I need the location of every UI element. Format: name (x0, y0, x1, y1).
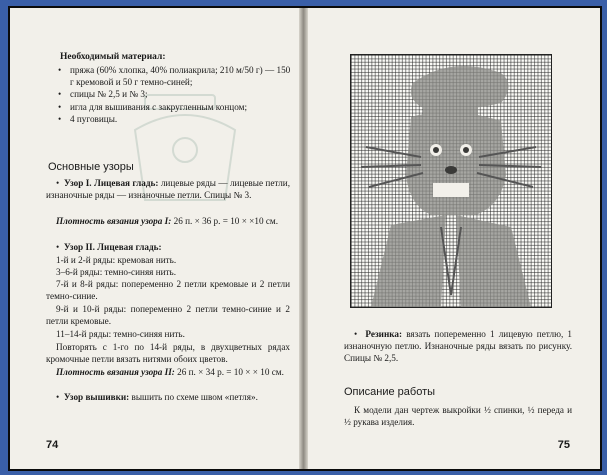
pattern-2: • Узор II. Лицевая гладь: (56, 242, 162, 252)
book-spread (8, 6, 602, 471)
section-title: Основные узоры (48, 161, 134, 173)
work-title: Описание работы (344, 386, 436, 398)
density-2-text: 26 п. × 34 р. = 10 × × 10 см. (177, 367, 284, 377)
row-2: 3–6-й ряды: темно-синяя нить. (56, 267, 177, 277)
embroidery-label: Узор вышивки: (63, 392, 130, 402)
rib-text: вязать попеременно 1 лицевую петлю, 1 изнаночную петлю. Изнаночные ряды вязать по рисунку. Спицы № 2,5. (344, 329, 572, 364)
materials-item: • 4 пуговицы. (48, 113, 293, 125)
right-page (308, 8, 600, 469)
row-1: 1-й и 2-й ряды: кремовая нить. (56, 255, 177, 265)
work-text: К модели дан чертеж выкройки ½ спинки, ½ переда и ½ рукава изделия. (344, 405, 572, 428)
rib-label: Резинка: (365, 329, 403, 339)
materials-item: • спицы № 2,5 и № 3; (48, 88, 293, 100)
pattern-1: • Узор I. Лицевая гладь: лицевые ряды — лицевые петли, изнаночные ряды — изнаночные петли. Спицы № 3. (46, 178, 290, 201)
page-number-left: 74 (46, 439, 59, 451)
page-number-right: 75 (557, 439, 570, 451)
density-1-label: Плотность вязания узора I: (56, 216, 172, 226)
row-5: 11–14-й ряды: темно-синяя нить. (56, 329, 185, 339)
row-4: 9-й и 10-й ряды: попеременно 2 петли темно-синие и 2 петли кремовые. (46, 304, 290, 327)
density-2 (46, 366, 290, 378)
embroidery-chart-figure (351, 55, 551, 307)
materials-title: Необходимый материал: (60, 52, 166, 62)
density-1 (46, 215, 290, 227)
book-gutter (299, 8, 308, 469)
embroidery-text: вышить по схеме швом «петля». (131, 392, 258, 402)
pattern-2-label: Узор II. Лицевая гладь: (63, 242, 162, 252)
left-page (10, 8, 300, 469)
density-1-text: 26 п. × 36 р. = 10 × ×10 см. (173, 216, 279, 226)
embroidery: • Узор вышивки: вышить по схеме швом «петля». (56, 392, 258, 402)
density-2-label: Плотность вязания узора II: (56, 367, 175, 377)
repeat-text: Повторять с 1-го по 14-й ряды, в двухцветных рядах кромочные петли вязать нитями обоих цветов. (46, 342, 290, 365)
embroidery-chart (350, 54, 552, 308)
row-3: 7-й и 8-й ряды: попеременно 2 петли кремовые и 2 петли темно-синие. (46, 279, 290, 302)
rib-paragraph: • Резинка: вязать попеременно 1 лицевую петлю, 1 изнаночную петлю. Изнаночные ряды вязать по рисунку. Спицы № 2,5. (344, 329, 572, 364)
pattern-1-text: лицевые ряды — лицевые петли, изнаночные ряды — изнаночные петли. Спицы № 3. (46, 178, 290, 201)
pattern-1-label: Узор I. Лицевая гладь: (64, 178, 159, 188)
materials-item: • игла для вышивания с закругленным концом; (48, 101, 293, 113)
materials-list (48, 64, 293, 125)
materials-item: • пряжа (60% хлопка, 40% полиакрила; 210 м/50 г) — 150 г кремовой и 50 г темно-синей; (48, 64, 293, 88)
